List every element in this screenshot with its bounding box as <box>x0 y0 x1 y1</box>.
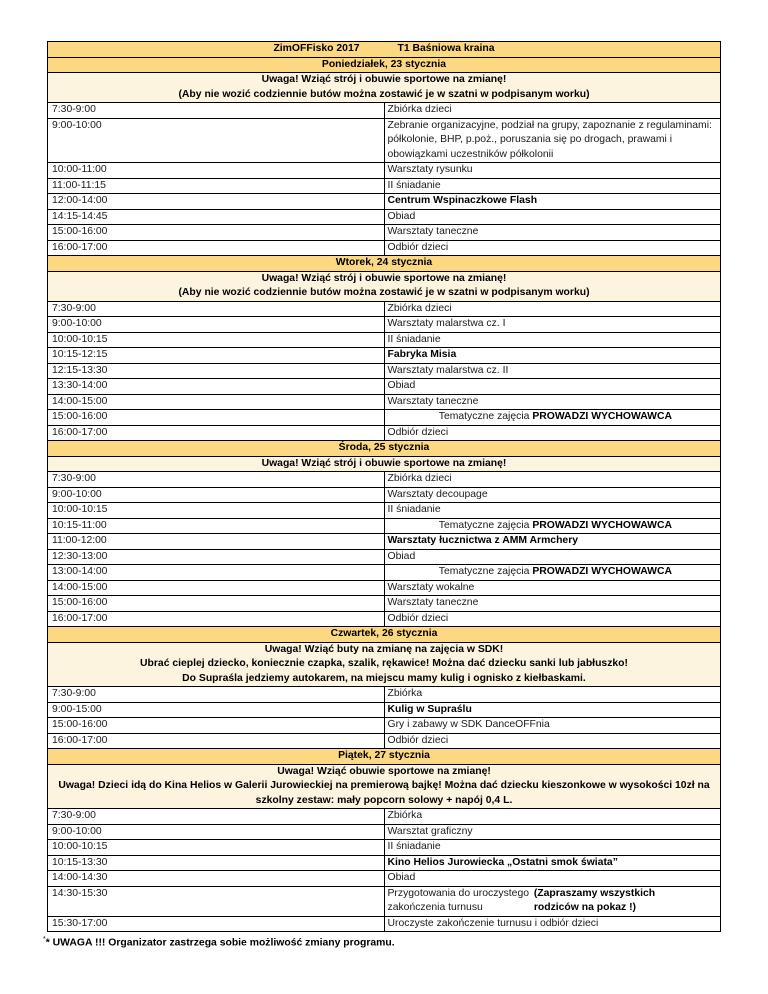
table-row: 9:00-15:00 Kulig w Supraślu <box>48 702 721 718</box>
notes-wednesday: Uwaga! Wziąć strój i obuwie sportowe na zmianę! <box>48 456 721 472</box>
table-row: 16:00-17:00 Odbiór dzieci <box>48 240 721 256</box>
table-row: 11:00-11:15 II śniadanie <box>48 178 721 194</box>
table-row: 9:00-10:00 Zebranie organizacyjne, podział na grupy, zapoznanie z regulaminami: półkolonie, BHP, p.poż., poruszania się po drogach, prawami i obowiązkami uczestników półkolonii <box>48 118 721 163</box>
notes-thursday: Uwaga! Wziąć buty na zmianę na zajęcia w SDK! Ubrać cieplej dziecko, koniecznie czapka, szalik, rękawice! Można dać dziecku sanki lub jabłuszko! Do Supraśla jedziemy autokarem, na miejscu mamy kulig i ognisko z kiełbaskami. <box>48 642 721 687</box>
table-row: 10:15-12:15 Fabryka Misia <box>48 348 721 364</box>
footnote: ** UWAGA !!! Organizator zastrzega sobie możliwość zmiany programu. <box>43 936 395 949</box>
table-row: 16:00-17:00 Odbiór dzieci <box>48 733 721 749</box>
table-row: 15:00-16:00 Warsztaty taneczne <box>48 225 721 241</box>
table-row: 7:30-9:00 Zbiórka dzieci <box>48 472 721 488</box>
table-row: 7:30-9:00 Zbiórka dzieci <box>48 301 721 317</box>
notes-friday: Uwaga! Wziąć obuwie sportowe na zmianę! Uwaga! Dzieci idą do Kina Helios w Galerii Jurowieckiej na premierową bajkę! Można dać dziecku kieszonkowe w wysokości 10zł na szkolny zestaw: mały popcorn solowy + napój 0,4 L. <box>48 764 721 809</box>
table-row: 13:00-14:00 Tematyczne zajęcia PROWADZI WYCHOWAWCA <box>48 565 721 581</box>
table-row: 7:30-9:00 Zbiórka dzieci <box>48 103 721 119</box>
day-header-tuesday: Wtorek, 24 stycznia <box>48 256 721 272</box>
day-header-friday: Piątek, 27 stycznia <box>48 749 721 765</box>
table-row: 9:00-10:00 Warsztaty malarstwa cz. I <box>48 317 721 333</box>
table-row: 12:30-13:00 Obiad <box>48 549 721 565</box>
table-row: 16:00-17:00 Odbiór dzieci <box>48 611 721 627</box>
table-row: 14:00-15:00 Warsztaty wokalne <box>48 580 721 596</box>
table-row: 10:00-10:15 II śniadanie <box>48 332 721 348</box>
table-row: 10:15-13:30 Kino Helios Jurowiecka „Ostatni smok świata” <box>48 855 721 871</box>
table-row: 14:30-15:30 Przygotowania do uroczystego zakończenia turnusu (Zapraszamy wszystkich rodziców na pokaz !) <box>48 886 721 916</box>
day-header-monday: Poniedziałek, 23 stycznia <box>48 57 721 73</box>
table-row: 10:15-11:00 Tematyczne zajęcia PROWADZI WYCHOWAWCA <box>48 518 721 534</box>
table-row: 13:30-14:00 Obiad <box>48 379 721 395</box>
table-row: 15:30-17:00 Uroczyste zakończenie turnusu i odbiór dzieci <box>48 916 721 932</box>
notes-monday: Uwaga! Wziąć strój i obuwie sportowe na zmianę! (Aby nie wozić codziennie butów można zostawić je w szatni w podpisanym worku) <box>48 73 721 103</box>
schedule-table <box>47 41 721 932</box>
table-row: 15:00-16:00 Gry i zabawy w SDK DanceOFFnia <box>48 718 721 734</box>
table-row: 12:15-13:30 Warsztaty malarstwa cz. II <box>48 363 721 379</box>
document-title: ZimOFFisko 2017 T1 Baśniowa kraina <box>48 42 721 58</box>
table-row: 11:00-12:00 Warsztaty łucznictwa z AMM Armchery <box>48 534 721 550</box>
table-row: 15:00-16:00 Warsztaty taneczne <box>48 596 721 612</box>
table-row: 14:00-14:30 Obiad <box>48 871 721 887</box>
table-row: 10:00-10:15 II śniadanie <box>48 503 721 519</box>
day-header-wednesday: Środa, 25 stycznia <box>48 441 721 457</box>
table-row: 10:00-11:00 Warsztaty rysunku <box>48 163 721 179</box>
day-header-thursday: Czwartek, 26 stycznia <box>48 627 721 643</box>
table-row: 7:30-9:00 Zbiórka <box>48 687 721 703</box>
table-row: 10:00-10:15 II śniadanie <box>48 840 721 856</box>
table-row: 14:00-15:00 Warsztaty taneczne <box>48 394 721 410</box>
table-row: 9:00-10:00 Warsztaty decoupage <box>48 487 721 503</box>
table-row: 16:00-17:00 Odbiór dzieci <box>48 425 721 441</box>
table-row: 12:00-14:00 Centrum Wspinaczkowe Flash <box>48 194 721 210</box>
table-row: 9:00-10:00 Warsztat graficzny <box>48 824 721 840</box>
table-row: 15:00-16:00 Tematyczne zajęcia PROWADZI WYCHOWAWCA <box>48 410 721 426</box>
title-row <box>48 42 721 58</box>
notes-tuesday: Uwaga! Wziąć strój i obuwie sportowe na zmianę! (Aby nie wozić codziennie butów można zostawić je w szatni w podpisanym worku) <box>48 271 721 301</box>
table-row: 14:15-14:45 Obiad <box>48 209 721 225</box>
table-row: 7:30-9:00 Zbiórka <box>48 809 721 825</box>
